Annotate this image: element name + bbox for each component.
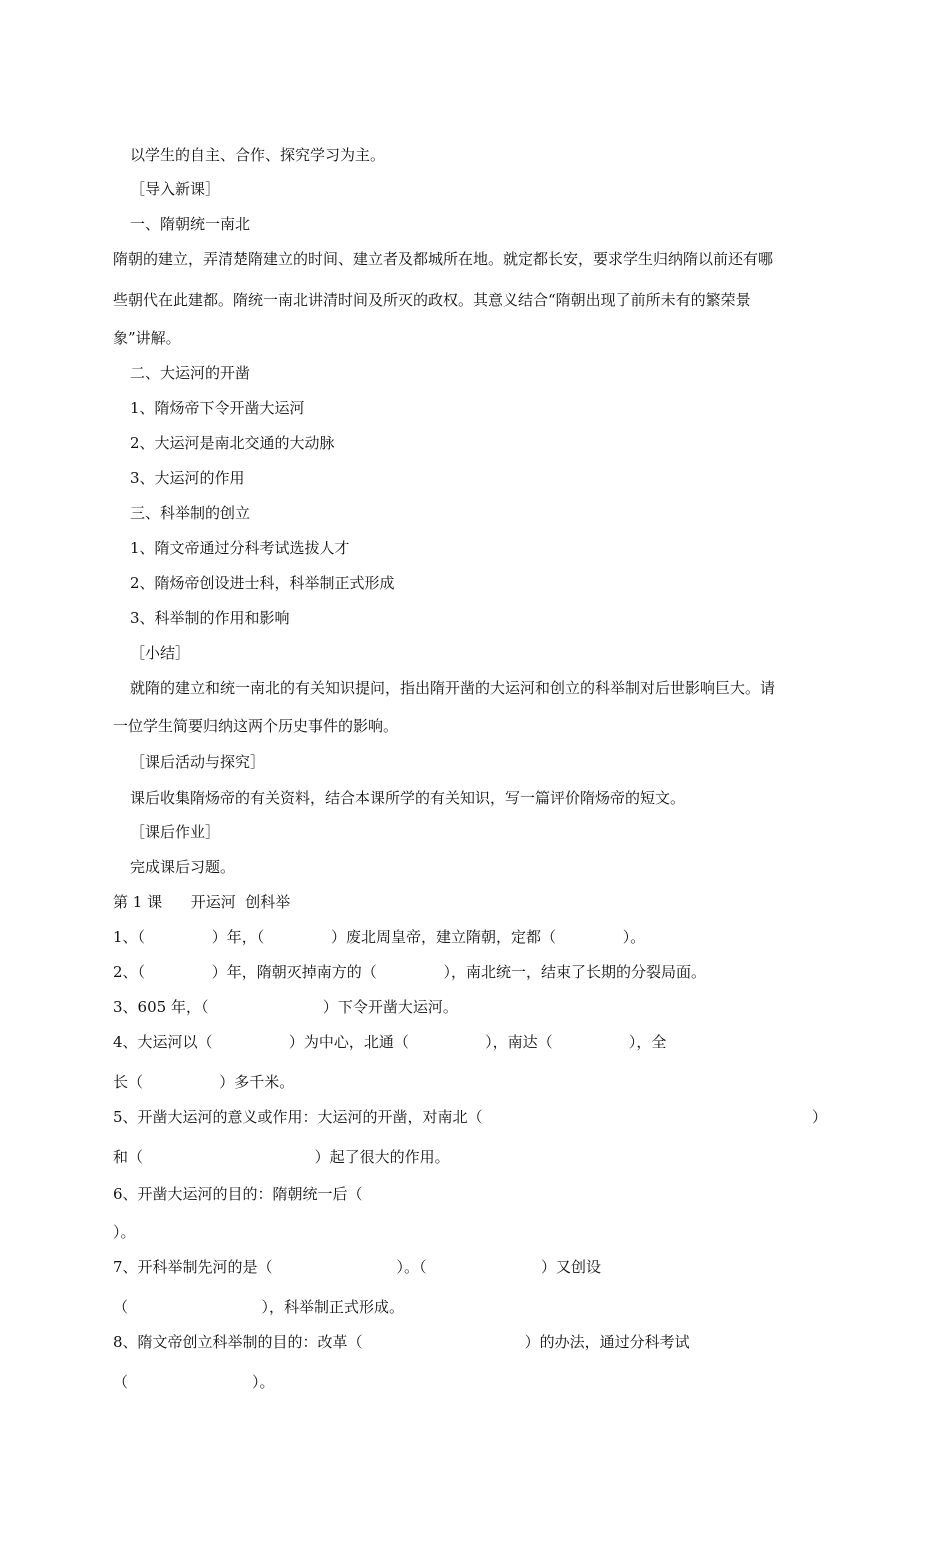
exercise-item: 长（ ）多千米。 [113, 1073, 295, 1091]
section-heading: ［课后作业］ [130, 823, 221, 841]
list-item: 3、科举制的作用和影响 [130, 609, 290, 627]
exercise-item: 3、605 年，（ ）下令开凿大运河。 [113, 998, 458, 1016]
section-heading: ［课后活动与探究］ [130, 753, 266, 771]
paragraph-line: 完成课后习题。 [130, 858, 236, 876]
text-line: 以学生的自主、合作、探究学习为主。 [130, 146, 386, 164]
list-item: 2、大运河是南北交通的大动脉 [130, 434, 335, 452]
paragraph-line: 象”讲解。 [113, 329, 181, 347]
section-heading: 一、隋朝统一南北 [130, 215, 251, 233]
paragraph-line: 就隋的建立和统一南北的有关知识提问，指出隋开凿的大运河和创立的科举制对后世影响巨大。请 [130, 679, 776, 697]
closing-paren: ） [812, 1108, 828, 1126]
list-item: 1、隋炀帝下令开凿大运河 [130, 399, 305, 417]
paragraph-line: 些朝代在此建都。隋统一南北讲清时间及所灭的政权。其意义结合“隋朝出现了前所未有的繁荣景 [113, 291, 751, 309]
exercise-item: 1、（ ）年，（ ）废北周皇帝，建立隋朝，定都（ ）。 [113, 928, 646, 946]
exercise-item: （ ）。 [113, 1373, 275, 1391]
section-heading: 二、大运河的开凿 [130, 364, 251, 382]
exercise-item: 和（ ）起了很大的作用。 [113, 1148, 450, 1166]
list-item: 2、隋炀帝创设进士科，科举制正式形成 [130, 574, 395, 592]
exercise-item: 6、开凿大运河的目的：隋朝统一后（ [113, 1185, 363, 1203]
exercise-item: 8、隋文帝创立科举制的目的：改革（ ）的办法，通过分科考试 [113, 1333, 690, 1351]
list-item: 1、隋文帝通过分科考试选拔人才 [130, 539, 350, 557]
paragraph-line: 课后收集隋炀帝的有关资料，结合本课所学的有关知识，写一篇评价隋炀帝的短文。 [130, 789, 686, 807]
paragraph-line: 一位学生简要归纳这两个历史事件的影响。 [113, 717, 399, 735]
exercise-item: 2、（ ）年，隋朝灭掉南方的（ ），南北统一，结束了长期的分裂局面。 [113, 963, 707, 981]
exercise-item: （ ），科举制正式形成。 [113, 1298, 405, 1316]
paragraph-line: 隋朝的建立，弄清楚隋建立的时间、建立者及都城所在地。就定都长安，要求学生归纳隋以前还有哪 [113, 250, 774, 268]
lesson-title: 第 1 课 开运河 创科举 [113, 893, 291, 911]
section-heading: 三、科举制的创立 [130, 504, 251, 522]
exercise-item: 7、开科举制先河的是（ ）。（ ）又创设 [113, 1258, 601, 1276]
section-heading: ［导入新课］ [130, 180, 221, 198]
exercise-item: 4、大运河以（ ）为中心，北通（ ），南达（ ），全 [113, 1033, 667, 1051]
exercise-item: ）。 [113, 1223, 136, 1241]
exercise-item: 5、开凿大运河的意义或作用：大运河的开凿，对南北（ [113, 1108, 483, 1126]
list-item: 3、大运河的作用 [130, 469, 245, 487]
section-heading: ［小结］ [130, 644, 191, 662]
